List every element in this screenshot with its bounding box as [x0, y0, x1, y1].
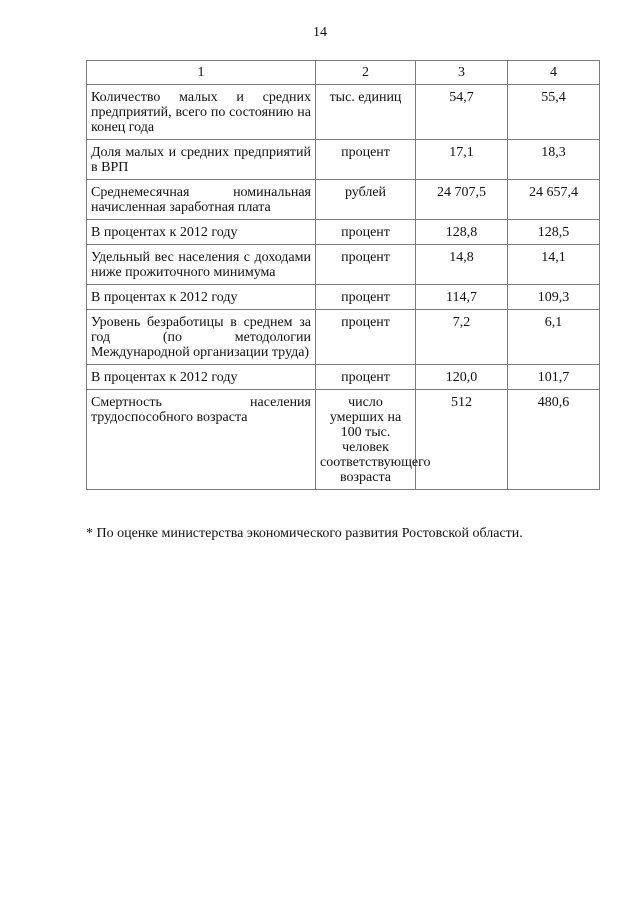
value-cell: 128,5 [508, 220, 600, 245]
value-cell: 54,7 [416, 85, 508, 140]
indicator-name: Удельный вес населения с доходами ниже прожиточного минимума [87, 245, 316, 285]
value-cell: 480,6 [508, 390, 600, 490]
unit-cell: рублей [316, 180, 416, 220]
value-cell: 24 657,4 [508, 180, 600, 220]
unit-cell: процент [316, 310, 416, 365]
value-cell: 24 707,5 [416, 180, 508, 220]
unit-cell: процент [316, 285, 416, 310]
value-cell: 55,4 [508, 85, 600, 140]
statistics-table [86, 60, 600, 490]
unit-cell: процент [316, 140, 416, 180]
indicator-name: Смертность населения трудоспособного возраста [87, 390, 316, 490]
value-cell: 18,3 [508, 140, 600, 180]
value-cell: 14,1 [508, 245, 600, 285]
unit-cell: процент [316, 245, 416, 285]
column-header: 1 [87, 61, 316, 85]
table-row [87, 390, 600, 490]
indicator-name: Уровень безработицы в среднем за год (по методологии Международной организации труда) [87, 310, 316, 365]
table-row [87, 365, 600, 390]
indicator-name: Среднемесячная номинальная начисленная заработная плата [87, 180, 316, 220]
value-cell: 512 [416, 390, 508, 490]
table-row [87, 285, 600, 310]
indicator-name: В процентах к 2012 году [87, 285, 316, 310]
indicator-name: Доля малых и средних предприятий в ВРП [87, 140, 316, 180]
value-cell: 109,3 [508, 285, 600, 310]
table-row [87, 245, 600, 285]
column-header: 2 [316, 61, 416, 85]
column-header: 4 [508, 61, 600, 85]
indicator-name: Количество малых и средних предприятий, всего по состоянию на конец года [87, 85, 316, 140]
value-cell: 7,2 [416, 310, 508, 365]
value-cell: 114,7 [416, 285, 508, 310]
unit-cell: процент [316, 220, 416, 245]
page-number: 14 [313, 25, 327, 40]
value-cell: 17,1 [416, 140, 508, 180]
table-header-row [87, 61, 600, 85]
value-cell: 6,1 [508, 310, 600, 365]
value-cell: 128,8 [416, 220, 508, 245]
unit-cell: тыс. единиц [316, 85, 416, 140]
table-row [87, 220, 600, 245]
unit-cell: процент [316, 365, 416, 390]
table-row [87, 310, 600, 365]
value-cell: 120,0 [416, 365, 508, 390]
column-header: 3 [416, 61, 508, 85]
indicator-name: В процентах к 2012 году [87, 220, 316, 245]
table-row [87, 140, 600, 180]
value-cell: 14,8 [416, 245, 508, 285]
footnote: * По оценке министерства экономического развития Ростовской области. [86, 526, 523, 541]
unit-cell: число умерших на 100 тыс. человек соответствующего возраста [316, 390, 416, 490]
value-cell: 101,7 [508, 365, 600, 390]
indicator-name: В процентах к 2012 году [87, 365, 316, 390]
table-row [87, 180, 600, 220]
table-row [87, 85, 600, 140]
